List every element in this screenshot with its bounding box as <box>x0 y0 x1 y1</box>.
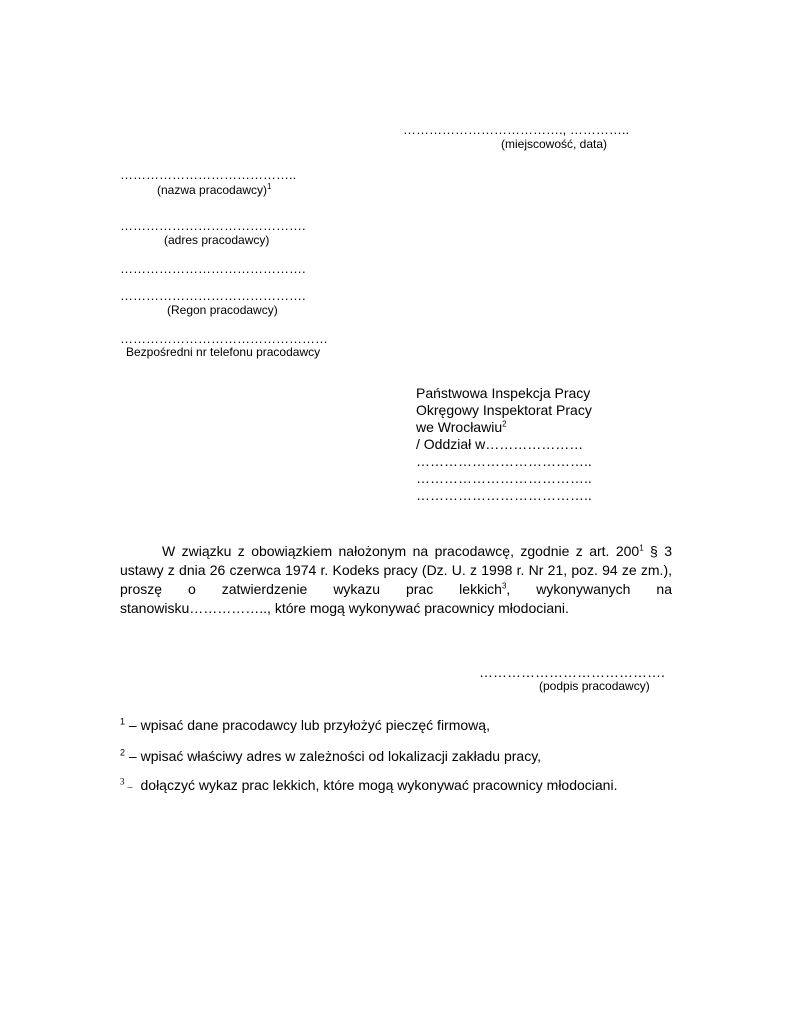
footnote-ref-3: 3 <box>501 581 507 591</box>
addressee-line-1: Państwowa Inspekcja Pracy <box>416 385 591 401</box>
footnote-3: $^3$– dołączyć wykaz prac lekkich, które mogą wykonywać pracownicy młodociani. <box>120 776 618 793</box>
employer-name-caption: (nazwa pracodawcy)$^1$ <box>157 182 272 197</box>
employer-address-dots: ……………………………………. <box>120 218 306 233</box>
employer-address-caption: (adres pracodawcy) <box>164 233 270 247</box>
footnote-2: $^2$ – wpisać właściwy adres w zależności od lokalizacji zakładu pracy, <box>120 747 542 764</box>
place-date-dots: ………………………………., ………….. <box>403 122 630 137</box>
footnote-ref-1-body: 1 <box>639 543 644 553</box>
employer-regon-caption: (Regon pracodawcy) <box>167 303 278 317</box>
place-date-caption: (miejscowość, data) <box>501 137 608 151</box>
employer-phone-dots: ………………………………………… <box>120 331 328 346</box>
employer-regon-dots: ……………………………………. <box>120 288 306 303</box>
addressee-line-6: ……………………………….. <box>416 470 592 486</box>
signature-dots: …………………………………. <box>479 664 665 680</box>
addressee-line-5: ……………………………….. <box>416 453 592 469</box>
signature-caption: (podpis pracodawcy) <box>539 679 650 693</box>
addressee-line-3: we Wrocławiu$^2$ <box>416 419 507 435</box>
employer-name-dots: ………………………………….. <box>120 167 297 182</box>
addressee-line-4: / Oddział w………………… <box>416 436 584 452</box>
addressee-block <box>416 385 592 504</box>
employer-address-line2-dots: ……………………………………. <box>120 261 306 276</box>
employer-phone-caption: Bezpośredni nr telefonu pracodawcy <box>126 345 321 359</box>
addressee-line-2: Okręgowy Inspektorat Pracy <box>416 402 592 418</box>
footnote-ref-1: 1 <box>267 182 272 191</box>
footnote-1: $^1$ – wpisać dane pracodawcy lub przyłożyć pieczęć firmową, <box>120 716 490 733</box>
request-paragraph: W związku z obowiązkiem nałożonym na pracodawcę, zgodnie z art. $200^1$ § 3 ustawy z dnia 26 czerwca 1974 r. Kodeks pracy (Dz. U. z 1998 r. Nr 21, poz. 94 ze zm.), proszę o zatwierdzenie wykazu prac lekkich$^3$, wykonywanych na stanowisku…………….., które mogą wykonywać pracownicy młodociani. <box>120 543 673 616</box>
footnote-ref-2: 2 <box>502 419 507 429</box>
addressee-line-7: ……………………………….. <box>416 487 592 503</box>
